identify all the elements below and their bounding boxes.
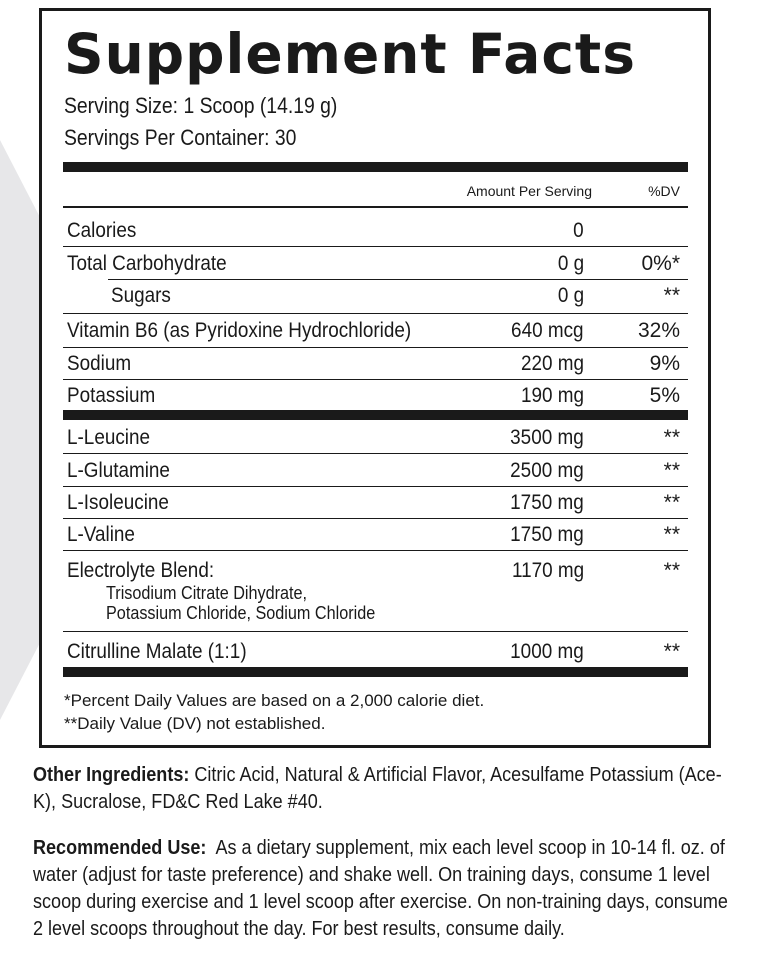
- nutrient-name: L-Leucine: [67, 426, 151, 449]
- nutrient-dv: **: [663, 491, 680, 514]
- nutrient-dv: 32%: [637, 319, 680, 342]
- nutrient-dv: **: [663, 559, 680, 582]
- row-divider: [108, 279, 688, 280]
- row-divider: [63, 379, 688, 380]
- nutrient-name: L-Valine: [67, 523, 135, 546]
- row-divider: [63, 550, 688, 551]
- nutrient-name: Vitamin B6 (as Pyridoxine Hydrochloride): [67, 319, 412, 342]
- nutrient-name: Sodium: [67, 352, 132, 375]
- nutrient-amount: 2500 mg: [510, 459, 584, 482]
- footnote-percent-dv: *Percent Daily Values are based on a 2,000 calorie diet.: [64, 691, 485, 710]
- nutrient-dv: 9%: [649, 352, 680, 375]
- divider-header: [63, 206, 688, 208]
- nutrient-amount: 1000 mg: [510, 640, 584, 663]
- nutrient-dv: **: [663, 459, 680, 482]
- nutrient-name: L-Isoleucine: [67, 491, 169, 514]
- nutrient-name: Electrolyte Blend:: [67, 559, 215, 582]
- header-amount: Amount Per Serving: [466, 183, 592, 199]
- header-dv: %DV: [648, 183, 680, 199]
- row-divider: [63, 518, 688, 519]
- nutrient-name: Sugars: [111, 284, 171, 307]
- row-divider: [63, 347, 688, 348]
- supplement-facts-panel: [39, 8, 711, 748]
- recommended-use-label: Recommended Use:: [33, 836, 207, 859]
- nutrient-amount: 640 mcg: [511, 319, 584, 342]
- divider-thick: [63, 667, 688, 677]
- nutrient-amount: 3500 mg: [510, 426, 584, 449]
- row-divider: [63, 631, 688, 632]
- nutrient-dv: **: [663, 426, 680, 449]
- row-divider: [63, 486, 688, 487]
- nutrient-amount: 1170 mg: [511, 559, 584, 582]
- blend-ingredient: Potassium Chloride, Sodium Chloride: [106, 603, 376, 623]
- nutrient-amount: 1750 mg: [510, 523, 584, 546]
- row-divider: [63, 313, 688, 314]
- nutrient-dv: **: [663, 284, 680, 307]
- other-ingredients: [33, 761, 728, 815]
- nutrient-amount: 0 g: [557, 284, 584, 307]
- nutrient-dv: 0%*: [641, 252, 680, 275]
- nutrient-amount: 220 mg: [520, 352, 584, 375]
- recommended-use-text: As a dietary supplement, mix each level scoop in 10-14 fl. oz. of water (adjust for taste preference) and shake well. On training days, consume 1 level scoop during exercise and 1 level scoop after exercise. On non-training days, consume 2 level scoops throughout the day. For best results, consume daily.: [33, 836, 733, 940]
- nutrient-amount: 1750 mg: [510, 491, 584, 514]
- serving-size: Serving Size: 1 Scoop (14.19 g): [64, 93, 338, 118]
- nutrient-dv: 5%: [649, 384, 680, 407]
- nutrient-dv: **: [663, 523, 680, 546]
- divider-thick: [63, 162, 688, 172]
- nutrient-amount: 0 g: [557, 252, 584, 275]
- footnote-dv-not-established: **Daily Value (DV) not established.: [64, 714, 326, 733]
- nutrient-amount: 0: [573, 219, 584, 242]
- nutrient-amount: 190 mg: [520, 384, 584, 407]
- row-divider: [63, 246, 688, 247]
- servings-per-container: Servings Per Container: 30: [64, 125, 297, 150]
- divider-thick: [63, 410, 688, 420]
- nutrient-name: L-Glutamine: [67, 459, 170, 482]
- nutrient-dv: **: [663, 640, 680, 663]
- row-divider: [63, 453, 688, 454]
- recommended-use: [33, 834, 733, 942]
- blend-ingredient: Trisodium Citrate Dihydrate,: [106, 583, 308, 603]
- other-ingredients-text: Citric Acid, Natural & Artificial Flavor, Acesulfame Potassium (Ace-K), Sucralose, FD&C Red Lake #40.: [33, 763, 722, 813]
- nutrient-name: Total Carbohydrate: [67, 252, 227, 275]
- other-ingredients-label: Other Ingredients:: [33, 763, 190, 786]
- nutrient-name: Calories: [67, 219, 137, 242]
- nutrient-name: Potassium: [67, 384, 156, 407]
- panel-title: Supplement Facts: [64, 22, 636, 86]
- nutrient-name: Citrulline Malate (1:1): [67, 640, 247, 663]
